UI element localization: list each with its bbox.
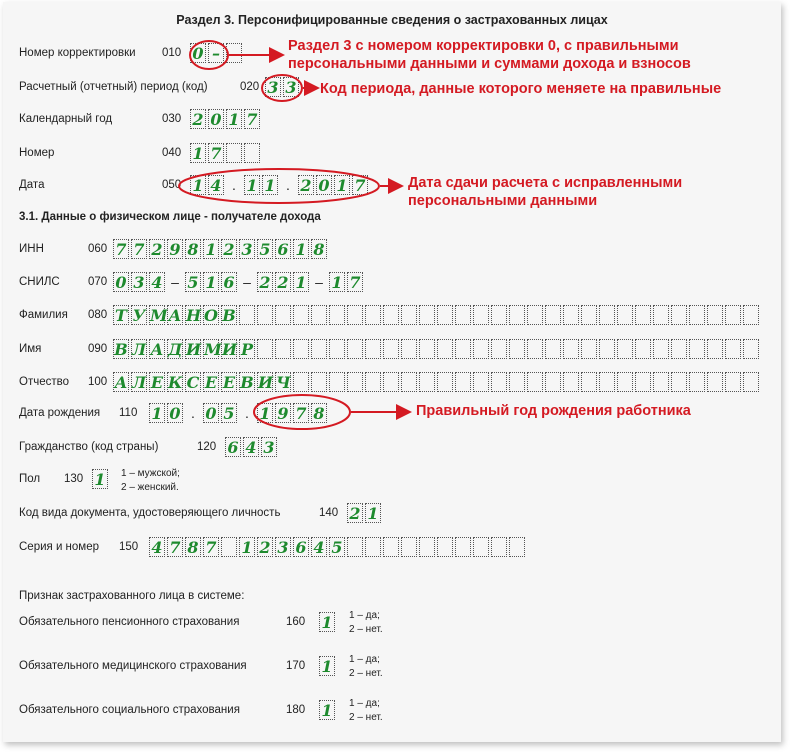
char-cell: 1: [244, 175, 260, 195]
char-cell: –: [208, 43, 224, 63]
char-cell: Р: [240, 340, 254, 359]
char-cell: 2: [257, 272, 273, 292]
char-cell: В: [222, 306, 236, 325]
char-cell: 1: [329, 272, 345, 292]
char-cell: 6: [225, 437, 241, 457]
char-cell: 0: [190, 43, 206, 63]
char-cell: 7: [208, 143, 224, 163]
char-cell: 4: [243, 437, 259, 457]
char-cell: 1: [226, 109, 242, 129]
section-title: Раздел 3. Персонифицированные сведения о застрахованных лицах: [176, 13, 608, 27]
char-cell: В: [240, 373, 254, 392]
pension-label: Обязательного пенсионного страхования: [19, 616, 240, 628]
char-cell: 0: [208, 109, 224, 129]
char-cell: С: [186, 373, 200, 392]
char-cell: О: [204, 306, 218, 325]
citizenship-label: Гражданство (код страны): [19, 441, 159, 453]
char-cell: 8: [185, 537, 201, 557]
char-cell: 0: [167, 403, 183, 423]
char-cell: 0: [113, 272, 129, 292]
citizenship-code: 120: [197, 441, 217, 453]
char-cell: 5: [329, 537, 345, 557]
char-cell: 1: [293, 272, 309, 292]
char-cell: 9: [167, 239, 183, 259]
char-cell: Л: [132, 340, 147, 359]
char-cell: 4: [149, 537, 165, 557]
separator: –: [171, 274, 179, 290]
char-cell: Ч: [276, 373, 291, 392]
char-cell: Е: [204, 373, 218, 392]
birth-date-label: Дата рождения: [19, 407, 101, 419]
patronymic-label: Отчество: [19, 376, 69, 388]
name-code: 090: [88, 343, 108, 355]
char-cell: 6: [275, 239, 291, 259]
char-cell: 7: [203, 537, 219, 557]
char-cell: 2: [190, 109, 206, 129]
correction-circle: [190, 41, 228, 69]
char-cell: Н: [186, 306, 202, 325]
char-cell: 1: [203, 272, 219, 292]
medical-cell: 1: [319, 656, 335, 676]
char-cell: 4: [311, 537, 327, 557]
char-cell: 6: [221, 272, 237, 292]
char-cell: Л: [132, 373, 147, 392]
char-cell: 0: [316, 175, 332, 195]
separator: –: [243, 274, 251, 290]
char-cell: И: [258, 373, 274, 392]
surname-label: Фамилия: [19, 309, 68, 321]
social-code: 180: [286, 704, 306, 716]
char-cell: 9: [275, 403, 291, 423]
char-cell: 5: [185, 272, 201, 292]
char-cell: 1: [334, 175, 350, 195]
snils-code: 070: [88, 276, 108, 288]
char-cell: 2: [221, 239, 237, 259]
char-cell: 1: [262, 175, 278, 195]
char-cell: 7: [113, 239, 129, 259]
medical-note-1: 1 – да;: [349, 654, 380, 665]
date-label: Дата: [19, 179, 45, 191]
char-cell: 6: [293, 537, 309, 557]
social-cell: 1: [319, 700, 335, 720]
year-label: Календарный год: [19, 113, 113, 125]
doc-type-label: Код вида документа, удостоверяющего личность: [19, 507, 281, 519]
number-code: 040: [162, 147, 182, 159]
char-cell: 2: [257, 537, 273, 557]
char-cell: У: [132, 306, 146, 325]
snils-label: СНИЛС: [19, 276, 60, 288]
char-cell: И: [222, 340, 238, 359]
char-cell: 1: [239, 537, 255, 557]
birth-year-circle: [254, 395, 350, 429]
char-cell: 3: [283, 77, 299, 97]
pension-note-2: 2 – нет.: [349, 624, 383, 635]
char-cell: 2: [149, 239, 165, 259]
pension-code: 160: [286, 616, 306, 628]
subsection-title: 3.1. Данные о физическом лице - получателе дохода: [19, 211, 321, 223]
number-label: Номер: [19, 147, 55, 159]
series-number-code: 150: [119, 541, 139, 553]
correction-code: 010: [162, 47, 182, 59]
char-cell: 3: [239, 239, 255, 259]
gender-code: 130: [64, 473, 84, 485]
char-cell: В: [114, 340, 128, 359]
char-cell: Е: [222, 373, 236, 392]
annotation-date-2: персональными данными: [408, 193, 598, 209]
char-cell: 1: [190, 175, 206, 195]
annotation-period: Код периода, данные которого меняете на правильные: [320, 81, 722, 97]
gender-label: Пол: [19, 473, 41, 485]
separator: .: [232, 177, 236, 193]
char-cell: 1: [190, 143, 206, 163]
social-note-1: 1 – да;: [349, 698, 380, 709]
date-code: 050: [162, 179, 182, 191]
char-cell: 1: [92, 469, 108, 489]
pension-cell: 1: [319, 612, 335, 632]
annotation-birth-year: Правильный год рождения работника: [416, 403, 691, 419]
char-cell: М: [150, 306, 168, 325]
char-cell: 1: [293, 239, 309, 259]
annotation-date-1: Дата сдачи расчета с исправленными: [408, 175, 683, 191]
period-circle: [262, 75, 302, 101]
separator: –: [315, 274, 323, 290]
date-circle: [179, 169, 379, 203]
char-cell: 2: [298, 175, 314, 195]
char-cell: 7: [347, 272, 363, 292]
char-cell: 7: [244, 109, 260, 129]
surname-code: 080: [88, 309, 108, 321]
medical-code: 170: [286, 660, 306, 672]
period-label: Расчетный (отчетный) период (код): [19, 81, 208, 93]
char-cell: 3: [261, 437, 277, 457]
social-label: Обязательного социального страхования: [19, 704, 240, 716]
year-code: 030: [162, 113, 182, 125]
char-cell: 7: [293, 403, 309, 423]
char-cell: 7: [131, 239, 147, 259]
char-cell: 4: [208, 175, 224, 195]
char-cell: 5: [221, 403, 237, 423]
social-note-2: 2 – нет.: [349, 712, 383, 723]
char-cell: 7: [352, 175, 368, 195]
insurance-header: Признак застрахованного лица в системе:: [19, 590, 245, 602]
char-cell: А: [150, 340, 164, 359]
char-cell: 2: [347, 503, 363, 523]
medical-label: Обязательного медицинского страхования: [19, 660, 247, 672]
patronymic-code: 100: [88, 376, 108, 388]
char-cell: 7: [167, 537, 183, 557]
char-cell: 3: [275, 537, 291, 557]
annotation-correction-1: Раздел 3 с номером корректировки 0, с правильными: [288, 38, 679, 54]
char-cell: Е: [150, 373, 164, 392]
char-cell: 4: [149, 272, 165, 292]
char-cell: 8: [185, 239, 201, 259]
char-cell: 1: [149, 403, 165, 423]
char-cell: 1: [257, 403, 273, 423]
medical-note-2: 2 – нет.: [349, 668, 383, 679]
separator: .: [245, 405, 249, 421]
gender-note-1: 1 – мужской;: [121, 468, 180, 479]
char-cell: 2: [275, 272, 291, 292]
inn-label: ИНН: [19, 243, 44, 255]
char-cell: И: [186, 340, 202, 359]
char-cell: 3: [131, 272, 147, 292]
inn-code: 060: [88, 243, 108, 255]
char-cell: 1: [203, 239, 219, 259]
char-cell: 1: [365, 503, 381, 523]
char-cell: А: [168, 306, 182, 325]
char-cell: 8: [311, 239, 327, 259]
char-cell: 3: [265, 77, 281, 97]
char-cell: 0: [203, 403, 219, 423]
name-label: Имя: [19, 343, 42, 355]
char-cell: Д: [168, 340, 183, 359]
separator: .: [286, 177, 290, 193]
series-number-label: Серия и номер: [19, 541, 100, 553]
doc-type-code: 140: [319, 507, 339, 519]
char-cell: 5: [257, 239, 273, 259]
separator: .: [191, 405, 195, 421]
gender-note-2: 2 – женский.: [121, 482, 179, 493]
char-cell: А: [114, 373, 128, 392]
char-cell: Т: [113, 305, 129, 325]
char-cell: М: [204, 340, 222, 359]
pension-note-1: 1 – да;: [349, 610, 380, 621]
char-cell: К: [168, 373, 183, 392]
correction-label: Номер корректировки: [19, 47, 136, 59]
period-code: 020: [240, 81, 260, 93]
annotation-correction-2: персональными данными и суммами дохода и взносов: [288, 56, 691, 72]
birth-date-code: 110: [119, 407, 138, 419]
char-cell: 8: [311, 403, 327, 423]
